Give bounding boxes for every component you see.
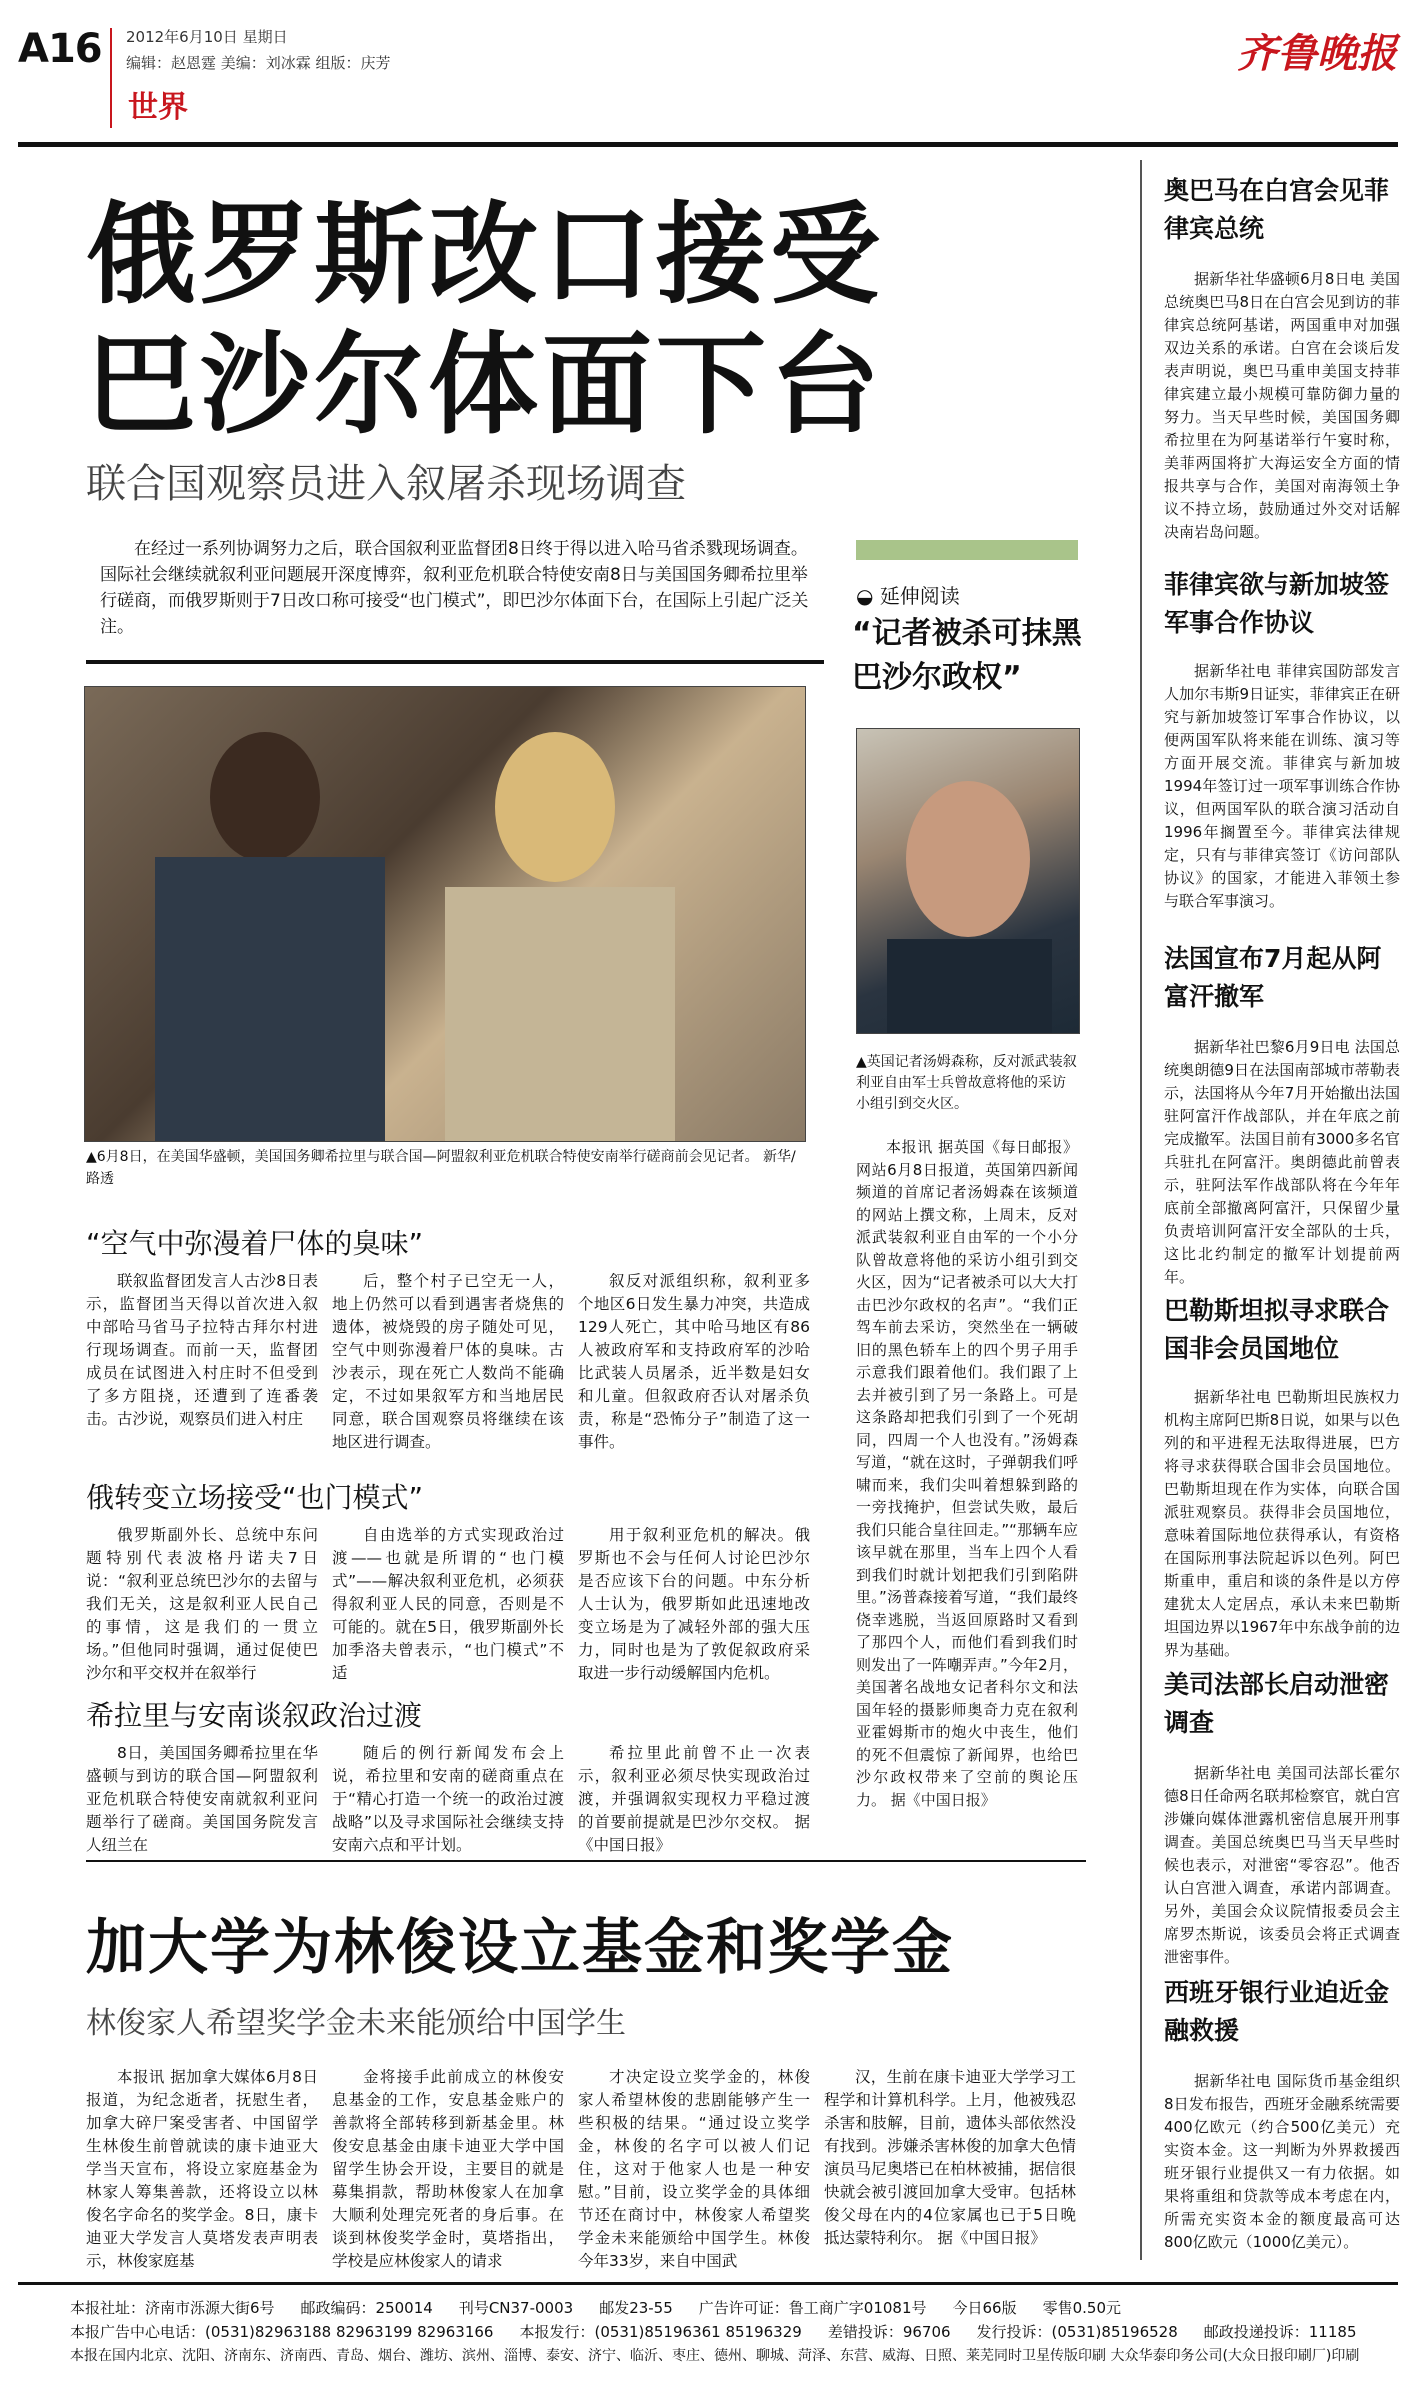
footer-price: 零售0.50元 — [1042, 2299, 1121, 2317]
extended-reading-label: ◒ 延伸阅读 — [856, 584, 960, 608]
photo-placeholder-1 — [85, 687, 805, 1141]
footer-page-count: 今日66版 — [952, 2299, 1017, 2317]
headline-line-1: 俄罗斯改口接受 — [86, 190, 884, 319]
header-divider — [110, 28, 112, 128]
section-1-col-1: 联叙监督团发言人古沙8日表示，监督团当天得以首次进入叙中部哈马省马子拉特古拜尔村进行现场调查。而前一天，监督团成员在试图进入村庄时不但受到了多方阻挠，还遭到了连番袭击。古沙说，观察员们进入村庄 — [86, 1272, 318, 1428]
brief-body-5: 据新华社电 美国司法部长霍尔德8日任命两名联邦检察官，就白宫涉嫌向媒体泄露机密信息展开刑事调查。美国总统奥巴马当天早些时候也表示，对泄密“零容忍”。他否认白宫泄入调查，承诺内部调查。另外，美国会众议院情报委员会主席罗杰斯说，该委员会将正式调查泄密事件。 — [1164, 1764, 1400, 1966]
story2-col-1: 本报讯 据加拿大媒体6月8日报道，为纪念逝者，抚慰生者，加拿大碎尸案受害者、中国留学生林俊生前曾就读的康卡迪亚大学当天宣布，将设立家庭基金为林家人筹集善款，还将设立以林俊名字命名的奖学金。8日，康卡迪亚大学发言人莫塔发表声明表示，林俊家庭基 — [86, 2068, 318, 2270]
footer-row-3: 本报在国内北京、沈阳、济南东、济南西、青岛、烟台、潍坊、滨州、淄博、泰安、济宁、临沂、枣庄、德州、聊城、菏泽、东营、威海、日照、莱芜同时卫星传版印刷 大众华泰印务公司(大众日报印刷厂)印刷 — [70, 2348, 1360, 2364]
footer-postcode: 邮政编码：250014 — [300, 2299, 433, 2317]
masthead-logo: 齐鲁晚报 — [1237, 30, 1397, 77]
page-number: A16 — [18, 26, 102, 72]
section-3-col-2: 随后的例行新闻发布会上说，希拉里和安南的磋商重点在于“精心打造一个统一的政治过渡战略”以及寻求国际社会继续支持安南六点和平计划。 — [332, 1744, 564, 1854]
story-divider — [86, 1860, 1086, 1862]
story2-col-3: 才决定设立奖学金的，林俊家人希望林俊的悲剧能够产生一些积极的结果。“通过设立奖学金，林俊的名字可以被人们记住，这对于他家人也是一种安慰。”目前，设立奖学金的具体细节还在商讨中，林俊家人希望奖学金未来能颁给中国学生。林俊今年33岁，来自中国武 — [578, 2068, 810, 2270]
section-title-3: 希拉里与安南谈叙政治过渡 — [86, 1699, 423, 1732]
footer-distribution: 本报发行：(0531)85196361 85196329 — [519, 2323, 802, 2341]
extended-reading-title: “记者被杀可抹黑巴沙尔政权” — [852, 616, 1082, 695]
footer-row-2 — [70, 2320, 1390, 2344]
brief-body-2: 据新华社电 菲律宾国防部发言人加尔韦斯9日证实，菲律宾正在研究与新加坡签订军事合作协议，以便两国军队将来能在训练、演习等方面开展交流。菲律宾与新加坡1994年签订过一项军事训练合作协议，但两国军队的联合演习活动自1996年搁置至今。菲律宾法律规定，只有与菲律宾签订《访问部队协议》的国家，才能进入菲领土参与联合军事演习。 — [1164, 662, 1400, 910]
section-3-col-3: 希拉里此前曾不止一次表示，叙利亚必须尽快实现政治过渡，并强调叙实现权力平稳过渡的首要前提就是巴沙尔交权。 据《中国日报》 — [578, 1744, 810, 1854]
footer-issn: 刊号CN37-0003 — [458, 2299, 574, 2317]
section-title-2: 俄转变立场接受“也门模式” — [86, 1481, 424, 1514]
footer-row-1 — [70, 2296, 1390, 2320]
extended-reading-bar — [856, 540, 1078, 560]
section-3-col-1: 8日，美国国务卿希拉里在华盛顿与到访的联合国—阿盟叙利亚危机联合特使安南就叙利亚问题举行了磋商。美国国务院发言人纽兰在 — [86, 1744, 318, 1854]
story2-subheadline: 林俊家人希望奖学金未来能颁给中国学生 — [86, 2006, 626, 2041]
brief-body-4: 据新华社电 巴勒斯坦民族权力机构主席阿巴斯8日说，如果与以色列的和平进程无法取得进展，巴方将寻求获得联合国非会员国地位。巴勒斯坦现在作为实体，向联合国派驻观察员。获得非会员国地位，意味着国际地位获得承认，有资格在国际刑事法院起诉以色列。阿巴斯重申，重启和谈的条件是以方停建犹太人定居点，承认未来巴勒斯坦国边界以1967年中东战争前的边界为基础。 — [1164, 1388, 1400, 1659]
section-2-col-2: 自由选举的方式实现政治过渡——也就是所谓的“也门模式”——解决叙利亚危机，必须获得叙利亚人民的同意，否则是不可能的。就在5日，俄罗斯副外长加季洛夫曾表示，“也门模式”不适 — [332, 1526, 564, 1682]
footer-error-report: 差错投诉：96706 — [827, 2323, 951, 2341]
lead-rule — [86, 660, 824, 664]
section-2-col-3: 用于叙利亚危机的解决。俄罗斯也不会与任何人讨论巴沙尔是否应该下台的问题。中东分析人士认为，俄罗斯如此迅速地改变立场是为了减轻外部的强大压力，同时也是为了敦促叙政府采取进一步行动缓解国内危机。 — [578, 1526, 810, 1682]
brief-title-3: 法国宣布7月起从阿富汗撤军 — [1164, 944, 1382, 1011]
issue-date: 2012年6月10日 星期日 — [126, 28, 288, 46]
section-1-col-2: 后，整个村子已空无一人，地上仍然可以看到遇害者烧焦的遗体，被烧毁的房子随处可见，空气中则弥漫着尸体的臭味。古沙表示，现在死亡人数尚不能确定，不过如果叙军方和当地居民同意，联合国观察员将继续在该地区进行调查。 — [332, 1272, 564, 1451]
section-label: 世界 — [128, 90, 188, 125]
annan-clinton-photo — [84, 686, 806, 1142]
header-info — [126, 24, 391, 76]
lead-paragraph: 在经过一系列协调努力之后，联合国叙利亚监督团8日终于得以进入哈马省杀戮现场调查。国际社会继续就叙利亚问题展开深度博弈，叙利亚危机联合特使安南8日与美国国务卿希拉里举行磋商，而俄罗斯则于7日改口称可接受“也门模式”，即巴沙尔体面下台，在国际上引起广泛关注。 — [100, 539, 809, 637]
photo-placeholder-2 — [857, 729, 1079, 1033]
brief-title-4: 巴勒斯坦拟寻求联合国非会员国地位 — [1164, 1296, 1390, 1363]
section-1-col-3: 叙反对派组织称，叙利亚多个地区6日发生暴力冲突，共造成129人死亡，其中哈马地区有86人被政府军和支持政府军的沙哈比武装人员屠杀，近半数是妇女和儿童。但叙政府否认对屠杀负责，称是“恐怖分子”制造了这一事件。 — [578, 1272, 810, 1451]
footer-postal-code: 邮发23-55 — [599, 2299, 673, 2317]
brief-title-2: 菲律宾欲与新加坡签军事合作协议 — [1164, 570, 1390, 637]
thomson-portrait-photo — [856, 728, 1080, 1034]
footer-address: 本报社址：济南市泺源大街6号 — [70, 2299, 275, 2317]
extended-reading-body: 本报讯 据英国《每日邮报》网站6月8日报道，英国第四新闻频道的首席记者汤姆森在该频道的网站上撰文称，上周末，反对派武装叙利亚自由军的一个小分队曾故意将他的采访小组引到交火区，因为“记者被杀可以大大打击巴沙尔政权的名声”。“我们正驾车前去采访，突然坐在一辆破旧的黑色轿车上的四个男子用手示意我们跟着他们。我们跟了上去并被引到了另一条路上。可是这条路却把我们引到了一个死胡同，四周一个人也没有。”汤姆森写道，“就在这时，子弹朝我们呼啸而来，我们尖叫着想躲到路的一旁找掩护，但尝试失败，最后我们只能合皇往回走。”“那辆车应该早就在那里，当车上四个人看到我们时就计划把我们引到陷阱里。”汤普森接着写道，“我们最终侥幸逃脱，当返回原路时又看到了那四个人，而他们看到我们时则发出了一阵嘲弄声。”今年2月，美国著名战地女记者科尔文和法国年轻的摄影师奥奇力克在叙利亚霍姆斯市的炮火中丧生，他们的死不但震惊了新闻界，也给巴沙尔政权带来了空前的舆论压力。 据《中国日报》 — [856, 1138, 1078, 1809]
photo-caption-1: ▲6月8日，在美国华盛顿，美国国务卿希拉里与联合国—阿盟叙利亚危机联合特使安南举行磋商前会见记者。 新华/路透 — [86, 1149, 796, 1187]
brief-title-1: 奥巴马在白宫会见菲律宾总统 — [1164, 176, 1390, 243]
headline-line-2: 巴沙尔体面下台 — [86, 320, 884, 449]
story2-col-2: 金将接手此前成立的林俊安息基金的工作，安息基金账户的善款将全部转移到新基金里。林俊安息基金由康卡迪亚大学中国留学生协会开设，主要目的就是募集捐款，帮助林俊家人在加拿大顺利处理完死者的身后事。在谈到林俊奖学金时，莫塔指出，学校是应林俊家人的请求 — [332, 2068, 564, 2270]
photo-caption-2: ▲英国记者汤姆森称，反对派武装叙利亚自由军士兵曾故意将他的采访小组引到交火区。 — [856, 1054, 1077, 1112]
editor-credits: 编辑：赵恩霆 美编：刘冰霖 组版：庆芳 — [126, 54, 391, 72]
top-rule — [18, 142, 1398, 147]
story2-headline: 加大学为林俊设立基金和奖学金 — [86, 1913, 954, 1983]
brief-body-6: 据新华社电 国际货币基金组织8日发布报告，西班牙金融系统需要400亿欧元（约合500亿美元）充实资本金。这一判断为外界救援西班牙银行业提供又一有力依据。如果将重组和贷款等成本考虑在内，所需充实资本金的额度最高可达800亿欧元（1000亿美元）。 — [1164, 2072, 1400, 2251]
main-headline — [86, 190, 884, 450]
main-subheadline: 联合国观察员进入叙屠杀现场调查 — [86, 461, 686, 507]
brief-title-6: 西班牙银行业迫近金融救援 — [1164, 1978, 1390, 2045]
footer — [70, 2296, 1390, 2368]
half-circle-icon: ◒ — [856, 584, 874, 608]
footer-postal-complaint: 邮政投递投诉：11185 — [1203, 2323, 1357, 2341]
section-2-col-1: 俄罗斯副外长、总统中东问题特别代表波格丹诺夫7日说：“叙利亚总统巴沙尔的去留与我们无关，这是叙利亚人民自己的事情，这是我们的一贯立场。”但他同时强调，通过促使巴沙尔和平交权并在叙举行 — [86, 1526, 318, 1682]
footer-ad-phone: 本报广告中心电话：(0531)82963188 82963199 82963166 — [70, 2323, 494, 2341]
footer-distribution-complaint: 发行投诉：(0531)85196528 — [976, 2323, 1178, 2341]
section-title-1: “空气中弥漫着尸体的臭味” — [86, 1227, 424, 1260]
brief-body-3: 据新华社巴黎6月9日电 法国总统奥朗德9日在法国南部城市蒂勒表示，法国将从今年7月开始撤出法国驻阿富汗作战部队，并在年底之前完成撤军。法国目前有3000多名官兵驻扎在阿富汗。奥朗德此前曾表示，驻阿法军作战部队将在今年年底前全部撤离阿富汗，只保留少量负责培训阿富汗安全部队的士兵，这比北约制定的撤军计划提前两年。 — [1164, 1038, 1400, 1286]
brief-title-5: 美司法部长启动泄密调查 — [1164, 1670, 1390, 1737]
story2-col-4: 汉，生前在康卡迪亚大学学习工程学和计算机科学。上月，他被残忍杀害和肢解，目前，遗体头部依然没有找到。涉嫌杀害林俊的加拿大色情演员马尼奥塔已在柏林被捕，据信很快就会被引渡回加拿大受审。包括林俊父母在内的4位家属也已于5日晚抵达蒙特利尔。 据《中国日报》 — [824, 2068, 1076, 2247]
footer-ad-license: 广告许可证：鲁工商广字01081号 — [698, 2299, 927, 2317]
brief-body-1: 据新华社华盛顿6月8日电 美国总统奥巴马8日在白宫会见到访的菲律宾总统阿基诺，两国重申对加强双边关系的承诺。白宫在会谈后发表声明说，奥巴马重申美国支持菲律宾建立最小规模可靠防御力量的努力。当天早些时候，美国国务卿希拉里在为阿基诺举行午宴时称，美菲两国将扩大海运安全方面的情报共享与合作，美国对南海领土争议不持立场，鼓励通过外交对话解决南岩岛问题。 — [1164, 270, 1400, 541]
sidebar-divider — [1140, 160, 1142, 2260]
footer-rule — [18, 2282, 1398, 2285]
